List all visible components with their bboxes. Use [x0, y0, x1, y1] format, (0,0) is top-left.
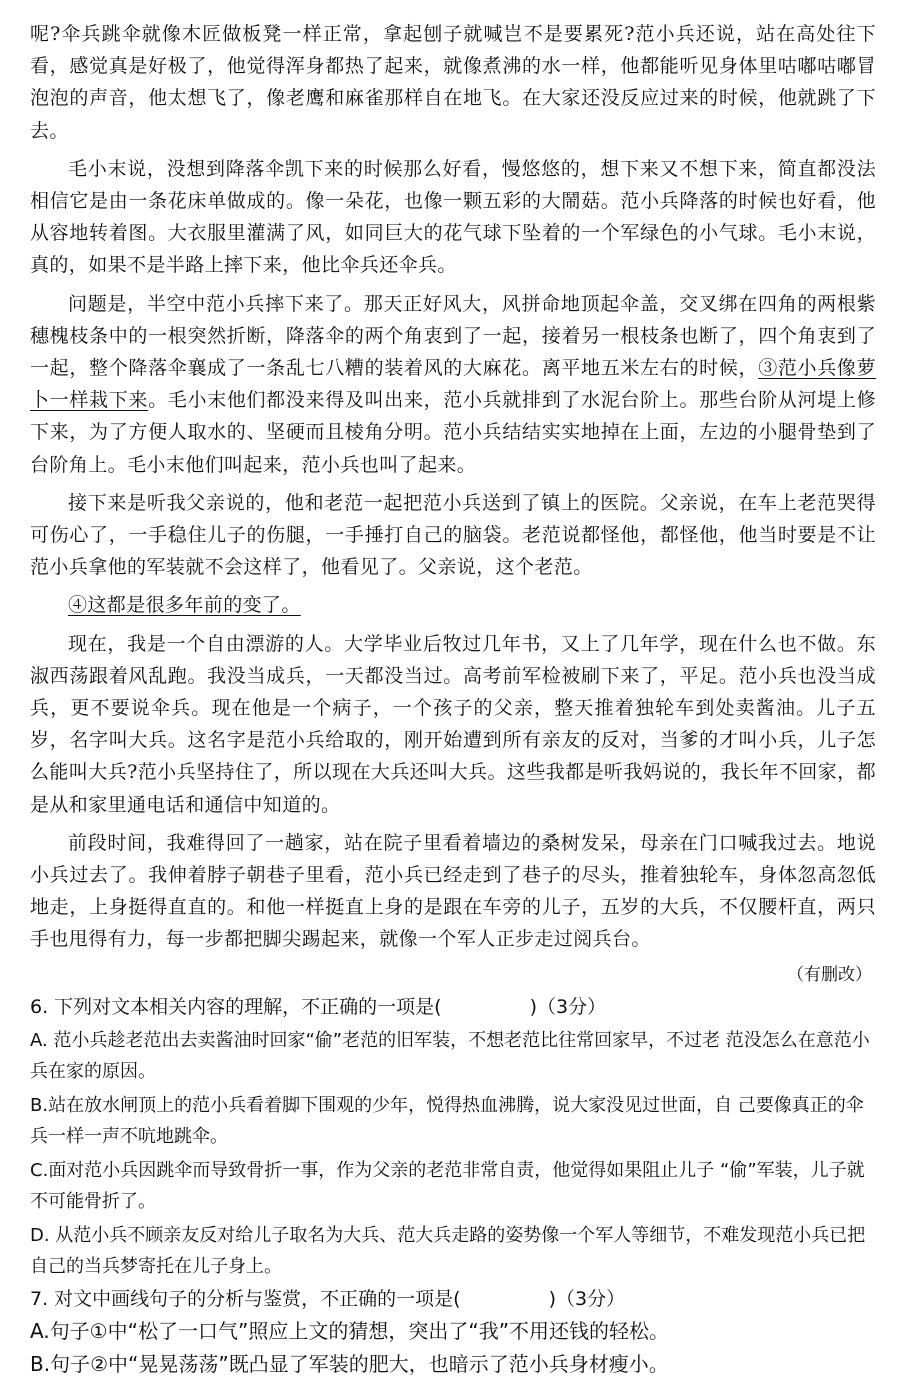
question-7-option-a: A.句子①中“松了一口气”照应上文的猜想，突出了“我”不用还钱的轻松。 [30, 1318, 670, 1343]
underlined-sentence-3: ③范小兵像萝卜一样栽下来 [30, 357, 876, 412]
question-6-stem [30, 992, 876, 1022]
passage-paragraph: 毛小末说，没想到降落伞凯下来的时候那么好看，慢悠悠的，想下来又不想下来，简直都没法相信它是由一条花床单做成的。像一朵花，也像一颗五彩的大鬧菇。范小兵降落的时候也好看，他从容地转着图。大衣服里灌满了风，如同巨大的花气球下坠着的一个军绿色的小气球。毛小末说，真的，如果不是半路上摔下来，他比伞兵还伞兵。 [30, 157, 876, 277]
passage-paragraph [30, 288, 876, 481]
underlined-sentence-4: ④这都是很多年前的变了。 [68, 594, 301, 617]
passage-paragraph: 现在，我是一个自由漂游的人。大学毕业后牧过几年书，又上了几年学，现在什么也不做。东淑西荡跟着风乱跑。我没当成兵，一天都没当过。高考前军检被刷下来了，平足。范小兵也没当成兵，更不要说伞兵。现在他是一个病子，一个孩子的父亲，整天推着独轮车到处卖酱油。儿子五岁，名字叫大兵。这名字是范小兵给取的，刚开始遭到所有亲友的反对，当爹的才叫小兵，儿子怎么能叫大兵?范小兵坚持住了，所以现在大兵还叫大兵。这些我都是听我妈说的，我长年不回家，都是从和家里通电话和通信中知道的。 [30, 632, 876, 816]
passage-paragraph: 呢?伞兵跳伞就像木匠做板凳一样正常，拿起刨子就喊岂不是要累死?范小兵还说，站在高处往下看，感觉真是好极了，他觉得浑身都热了起来，就像煮沸的水一样，他都能听见身体里咕嘟咕嘟冒泡泡的声音，他太想飞了，像老鹰和麻雀那样自在地飞。在大家还没反应过来的时候，他就跳了下去。 [30, 23, 876, 142]
question-7-stem [30, 1284, 876, 1314]
question-6-option-c: C.面对范小兵因跳伞而导致骨折一事，作为父亲的老范非常自责，他觉得如果阻止儿子 “偷”军装，儿子就不可能骨折了。 [30, 1159, 865, 1212]
question-score: )（3分） [529, 995, 607, 1018]
passage-paragraph [30, 589, 876, 621]
passage-paragraph: 前段时间，我难得回了一趟家，站在院子里看着墙边的桑树发呆，母亲在门口喊我过去。地说小兵过去了。我伸着脖子朝巷子里看，范小兵已经走到了巷子的尽头，推着独轮车，身体忽高忽低地走，上身挺得直直的。和他一样挺直上身的是跟在车旁的儿子，五岁的大兵，不仅腰杆直，两只手也甩得有力，每一步都把脚尖踢起来，就像一个军人正步走过阅兵台。 [30, 831, 876, 951]
question-6-option-d: D. 从范小兵不顾亲友反对给儿子取名为大兵、范大兵走路的姿势像一个军人等细节，不难发现范小兵已把自己的当兵梦寄托在儿子身上。 [30, 1224, 866, 1277]
question-6-option-b: B.站在放水闸顶上的范小兵看着脚下围观的少年，悦得热血沸腾，说大家没见过世面，自 己要像真正的伞兵一样一声不吭地跳伞。 [30, 1094, 864, 1147]
question-score: )（3分） [548, 1287, 626, 1310]
passage-text: 。毛小末他们都没来得及叫出来，范小兵就排到了水泥台阶上。那些台阶从河堤上修下来，为了方便人取水的、坚硬而且棱角分明。范小兵结结实实地掉在上面，左边的小腿骨垫到了台阶角上。毛小末他们叫起来，范小兵也叫了起来。 [30, 389, 876, 476]
passage-text: 问题是，半空中范小兵摔下来了。那天正好风大，风拼命地顶起伞盖，交叉绑在四角的两根紫穗槐枝条中的一根突然折断，降落伞的两个角衷到了一起，接着另一根枝条也断了，四个角衷到了一起，整个降落伞襄成了一条乱七八糟的装着风的大麻花。离平地五米左右的时候， [30, 292, 876, 380]
edit-note: （有删改） [787, 964, 872, 985]
passage-paragraph: 接下来是听我父亲说的，他和老范一起把范小兵送到了镇上的医院。父亲说，在车上老范哭得可伤心了，一手稳住儿子的伤腿，一手捶打自己的脑袋。老范说都怪他，都怪他，他当时要是不让范小兵拿他的军装就不会这样了，他看见了。父亲说，这个老范。 [30, 491, 876, 579]
question-text: 6. 下列对文本相关内容的理解，不正确的一项是( [30, 995, 442, 1018]
question-7-option-b: B.句子②中“晃晃荡荡”既凸显了军装的肥大，也暗示了范小兵身材瘦小。 [30, 1351, 669, 1376]
question-text: 7. 对文中画线句子的分析与鉴赏，不正确的一项是( [30, 1287, 461, 1310]
question-6-option-a: A. 范小兵趁老范出去卖酱油时回家“偷”老范的旧军装，不想老范比往常回家早，不过老 范没怎么在意范小兵在家的原因。 [30, 1029, 870, 1082]
